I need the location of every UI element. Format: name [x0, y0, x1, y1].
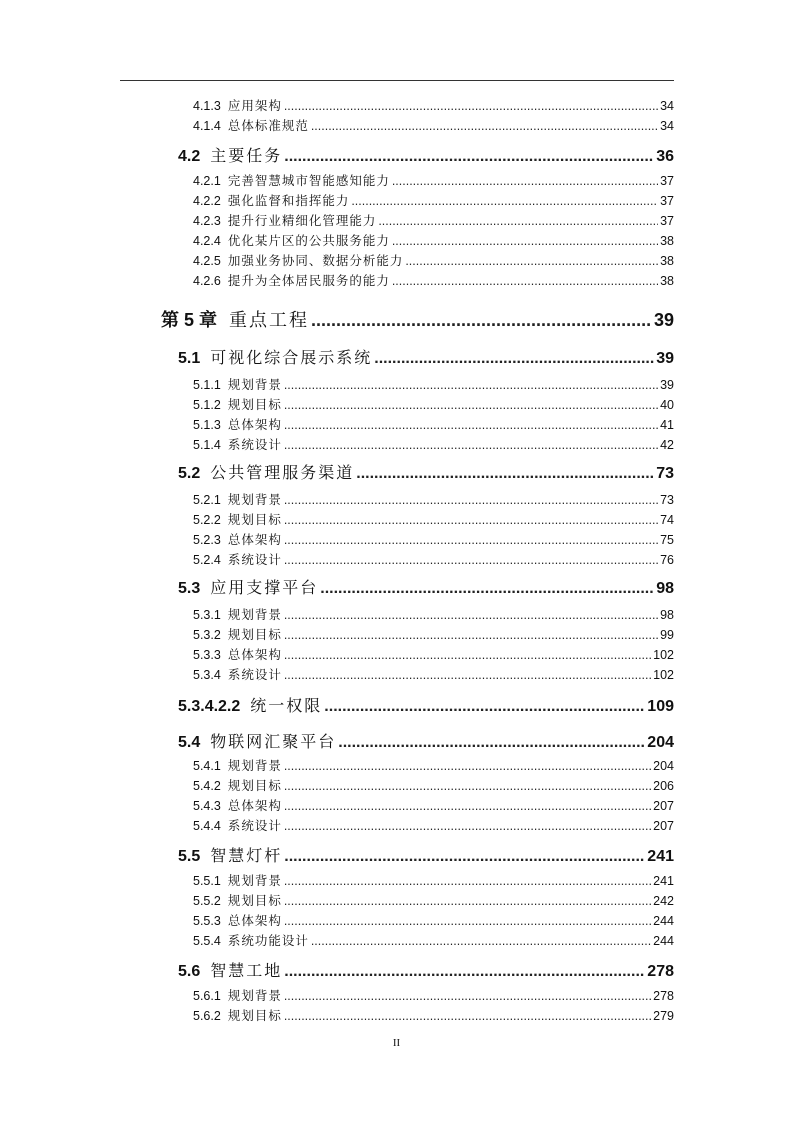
toc-entry-title: 优化某片区的公共服务能力 [227, 234, 390, 248]
toc-subsection-entry[interactable] [193, 893, 674, 909]
toc-entry-page: 37 [660, 174, 674, 188]
toc-entry-title: 规划背景 [227, 493, 282, 507]
toc-entry-page: 109 [647, 698, 674, 715]
toc-entry-number: 5.1.2 [193, 398, 221, 412]
toc-entry-number: 5.2.1 [193, 493, 221, 507]
toc-dot-leader [311, 307, 652, 333]
toc-entry-title: 规划背景 [227, 378, 282, 392]
toc-entry-title: 系统设计 [227, 438, 282, 452]
toc-dot-leader [284, 846, 645, 868]
toc-entry-page: 204 [653, 759, 674, 773]
toc-entry-title: 总体架构 [227, 799, 282, 813]
toc-entry-page: 40 [660, 398, 674, 412]
toc-entry-title: 应用支撑平台 [210, 580, 319, 597]
toc-entry-page: 278 [653, 989, 674, 1003]
toc-entry-number: 5.2.4 [193, 553, 221, 567]
toc-entry-number: 5.3.1 [193, 608, 221, 622]
toc-dot-leader [284, 913, 651, 929]
toc-entry-page: 37 [660, 194, 674, 208]
toc-entry-page: 38 [660, 234, 674, 248]
toc-entry-page: 76 [660, 553, 674, 567]
toc-entry-title: 物联网汇聚平台 [210, 734, 337, 751]
toc-entry-title: 规划背景 [227, 759, 282, 773]
toc-entry-title: 提升行业精细化管理能力 [227, 214, 377, 228]
toc-entry-page: 98 [656, 580, 674, 597]
toc-subsection-entry[interactable] [193, 173, 674, 189]
toc-entry-title: 规划目标 [227, 628, 282, 642]
toc-entry-number: 5.3.4 [193, 668, 221, 682]
toc-subsection-entry[interactable] [193, 233, 674, 249]
toc-dot-leader [356, 463, 654, 485]
toc-entry-number: 4.2.6 [193, 274, 221, 288]
toc-entry-title: 统一权限 [250, 698, 323, 715]
toc-chapter-entry[interactable] [161, 307, 674, 333]
toc-entry-number: 4.2.5 [193, 254, 221, 268]
header-rule [120, 80, 674, 81]
toc-dot-leader [284, 873, 651, 889]
toc-section-entry[interactable] [178, 348, 674, 370]
toc-entry-page: 42 [660, 438, 674, 452]
toc-dot-leader [405, 253, 658, 269]
toc-subsection-entry[interactable] [193, 492, 674, 508]
toc-entry-page: 74 [660, 513, 674, 527]
toc-entry-title: 应用架构 [227, 99, 282, 113]
toc-subsection-entry[interactable] [193, 647, 674, 663]
toc-dot-leader [284, 512, 658, 528]
toc-entry-page: 279 [653, 1009, 674, 1023]
toc-entry-number: 5.2.2 [193, 513, 221, 527]
toc-entry-title: 规划目标 [227, 1009, 282, 1023]
toc-entry-number: 4.2.1 [193, 174, 221, 188]
toc-entry-number: 5.5.1 [193, 874, 221, 888]
toc-entry-number: 5.6.1 [193, 989, 221, 1003]
toc-entry-title: 加强业务协同、数据分析能力 [227, 254, 404, 268]
toc-entry-title: 规划目标 [227, 398, 282, 412]
toc-subsection-entry[interactable] [193, 913, 674, 929]
toc-entry-number: 第 5 章 [161, 310, 218, 330]
toc-subsection-entry[interactable] [193, 118, 674, 134]
toc-dot-leader [284, 532, 658, 548]
toc-entry-page: 207 [653, 799, 674, 813]
toc-subsection-entry[interactable] [193, 1008, 674, 1024]
toc-section-entry[interactable] [178, 146, 674, 168]
toc-dot-leader [284, 667, 651, 683]
toc-entry-page: 41 [660, 418, 674, 432]
toc-dot-leader [284, 893, 651, 909]
toc-subsection-entry[interactable] [193, 627, 674, 643]
toc-entry-title: 规划背景 [227, 608, 282, 622]
toc-dot-leader [284, 146, 654, 168]
toc-subsection-entry[interactable] [193, 667, 674, 683]
toc-dot-leader [324, 696, 645, 718]
toc-dot-leader [284, 818, 651, 834]
toc-dot-leader [284, 1008, 651, 1024]
toc-dot-leader [284, 437, 658, 453]
toc-subsection-entry[interactable] [193, 778, 674, 794]
toc-subsection-entry[interactable] [193, 873, 674, 889]
toc-subsection-entry[interactable] [193, 437, 674, 453]
toc-entry-title: 规划背景 [227, 989, 282, 1003]
toc-entry-page: 75 [660, 533, 674, 547]
toc-entry-page: 39 [656, 350, 674, 367]
toc-entry-title: 总体标准规范 [227, 119, 309, 133]
toc-entry-title: 可视化综合展示系统 [210, 350, 373, 367]
toc-dot-leader [320, 578, 654, 600]
toc-entry-title: 系统设计 [227, 553, 282, 567]
toc-entry-page: 37 [660, 214, 674, 228]
toc-dot-leader [351, 193, 658, 209]
toc-section-entry[interactable] [178, 732, 674, 754]
toc-subsection-entry[interactable] [193, 98, 674, 114]
toc-section-entry[interactable] [178, 463, 674, 485]
toc-entry-title: 总体架构 [227, 648, 282, 662]
toc-dot-leader [284, 397, 658, 413]
toc-entry-page: 36 [656, 148, 674, 165]
toc-entry-number: 4.2.3 [193, 214, 221, 228]
toc-section-entry[interactable] [178, 846, 674, 868]
toc-entry-page: 241 [647, 848, 674, 865]
toc-entry-title: 主要任务 [210, 148, 283, 165]
toc-entry-number: 5.5.3 [193, 914, 221, 928]
toc-entry-title: 重点工程 [229, 310, 310, 330]
toc-entry-page: 102 [653, 668, 674, 682]
toc-subsection-entry[interactable] [193, 552, 674, 568]
toc-entry-page: 241 [653, 874, 674, 888]
toc-dot-leader [392, 173, 658, 189]
toc-subsection-entry[interactable] [193, 512, 674, 528]
toc-section-entry[interactable] [178, 961, 674, 983]
toc-entry-number: 5.3.4.2.2 [178, 698, 241, 715]
toc-entry-number: 5.4.1 [193, 759, 221, 773]
toc-dot-leader [392, 273, 658, 289]
toc-dot-leader [284, 647, 651, 663]
toc-entry-page: 39 [660, 378, 674, 392]
toc-dot-leader [284, 377, 658, 393]
toc-dot-leader [311, 118, 658, 134]
toc-entry-page: 73 [656, 465, 674, 482]
toc-entry-number: 5.4 [178, 734, 201, 751]
toc-entry-title: 总体架构 [227, 533, 282, 547]
toc-entry-page: 244 [653, 914, 674, 928]
toc-entry-number: 5.3 [178, 580, 201, 597]
toc-entry-page: 34 [660, 119, 674, 133]
toc-subsection-entry[interactable] [193, 798, 674, 814]
toc-dot-leader [378, 213, 658, 229]
toc-entry-page: 73 [660, 493, 674, 507]
toc-entry-page: 38 [660, 274, 674, 288]
toc-entry-number: 5.4.4 [193, 819, 221, 833]
toc-subsection-entry[interactable] [193, 933, 674, 949]
toc-entry-page: 207 [653, 819, 674, 833]
toc-entry-number: 5.2 [178, 465, 201, 482]
toc-subsection-entry[interactable] [193, 253, 674, 269]
toc-dot-leader [284, 552, 658, 568]
toc-dot-leader [392, 233, 658, 249]
toc-subsection-entry[interactable] [193, 607, 674, 623]
toc-dot-leader [284, 778, 651, 794]
toc-entry-number: 5.1 [178, 350, 201, 367]
toc-dot-leader [284, 492, 658, 508]
toc-entry-number: 5.6 [178, 963, 201, 980]
toc-entry-title: 规划目标 [227, 513, 282, 527]
toc-dot-leader [284, 98, 658, 114]
toc-dot-leader [284, 758, 651, 774]
toc-entry-page: 34 [660, 99, 674, 113]
toc-subsection-entry[interactable] [193, 377, 674, 393]
toc-entry-number: 5.5.2 [193, 894, 221, 908]
toc-entry-page: 204 [647, 734, 674, 751]
toc-dot-leader [284, 627, 658, 643]
toc-entry-title: 提升为全体居民服务的能力 [227, 274, 390, 288]
toc-entry-title: 强化监督和指挥能力 [227, 194, 350, 208]
toc-entry-page: 242 [653, 894, 674, 908]
toc-entry-number: 5.1.4 [193, 438, 221, 452]
toc-entry-page: 38 [660, 254, 674, 268]
toc-entry-number: 4.2.2 [193, 194, 221, 208]
toc-entry-number: 4.1.4 [193, 119, 221, 133]
toc-entry-number: 5.6.2 [193, 1009, 221, 1023]
toc-dot-leader [284, 961, 645, 983]
toc-entry-title: 总体架构 [227, 418, 282, 432]
toc-entry-number: 5.4.3 [193, 799, 221, 813]
toc-entry-title: 总体架构 [227, 914, 282, 928]
toc-entry-title: 规划背景 [227, 874, 282, 888]
toc-entry-page: 206 [653, 779, 674, 793]
toc-subsection-entry[interactable] [193, 213, 674, 229]
toc-subsection-entry[interactable] [193, 273, 674, 289]
toc-entry-number: 5.5 [178, 848, 201, 865]
toc-entry-number: 4.2.4 [193, 234, 221, 248]
toc-subsection-entry[interactable] [193, 758, 674, 774]
toc-dot-leader [284, 798, 651, 814]
toc-entry-number: 5.3.2 [193, 628, 221, 642]
toc-entry-number: 5.1.3 [193, 418, 221, 432]
toc-entry-page: 244 [653, 934, 674, 948]
toc-section-entry[interactable] [178, 696, 674, 718]
toc-subsection-entry[interactable] [193, 532, 674, 548]
page-number: II [392, 1037, 401, 1049]
toc-entry-title: 规划目标 [227, 894, 282, 908]
toc-subsection-entry[interactable] [193, 818, 674, 834]
toc-entry-title: 系统设计 [227, 819, 282, 833]
toc-entry-title: 智慧工地 [210, 963, 283, 980]
toc-dot-leader [374, 348, 654, 370]
toc-subsection-entry[interactable] [193, 397, 674, 413]
toc-entry-page: 278 [647, 963, 674, 980]
toc-entry-title: 完善智慧城市智能感知能力 [227, 174, 390, 188]
toc-entry-title: 系统设计 [227, 668, 282, 682]
toc-dot-leader [284, 417, 658, 433]
toc-entry-page: 99 [660, 628, 674, 642]
toc-dot-leader [284, 607, 658, 623]
toc-entry-number: 5.1.1 [193, 378, 221, 392]
toc-subsection-entry[interactable] [193, 417, 674, 433]
toc-entry-number: 5.3.3 [193, 648, 221, 662]
toc-entry-page: 98 [660, 608, 674, 622]
toc-entry-number: 5.4.2 [193, 779, 221, 793]
toc-subsection-entry[interactable] [193, 988, 674, 1004]
toc-entry-title: 系统功能设计 [227, 934, 309, 948]
toc-entry-number: 5.2.3 [193, 533, 221, 547]
toc-section-entry[interactable] [178, 578, 674, 600]
toc-dot-leader [338, 732, 645, 754]
toc-entry-page: 39 [653, 310, 674, 330]
toc-entry-page: 102 [653, 648, 674, 662]
toc-entry-number: 4.2 [178, 148, 201, 165]
toc-dot-leader [284, 988, 651, 1004]
toc-entry-number: 4.1.3 [193, 99, 221, 113]
toc-entry-title: 公共管理服务渠道 [210, 465, 355, 482]
toc-dot-leader [311, 933, 651, 949]
toc-entry-title: 智慧灯杆 [210, 848, 283, 865]
toc-entry-number: 5.5.4 [193, 934, 221, 948]
toc-entry-title: 规划目标 [227, 779, 282, 793]
toc-subsection-entry[interactable] [193, 193, 674, 209]
